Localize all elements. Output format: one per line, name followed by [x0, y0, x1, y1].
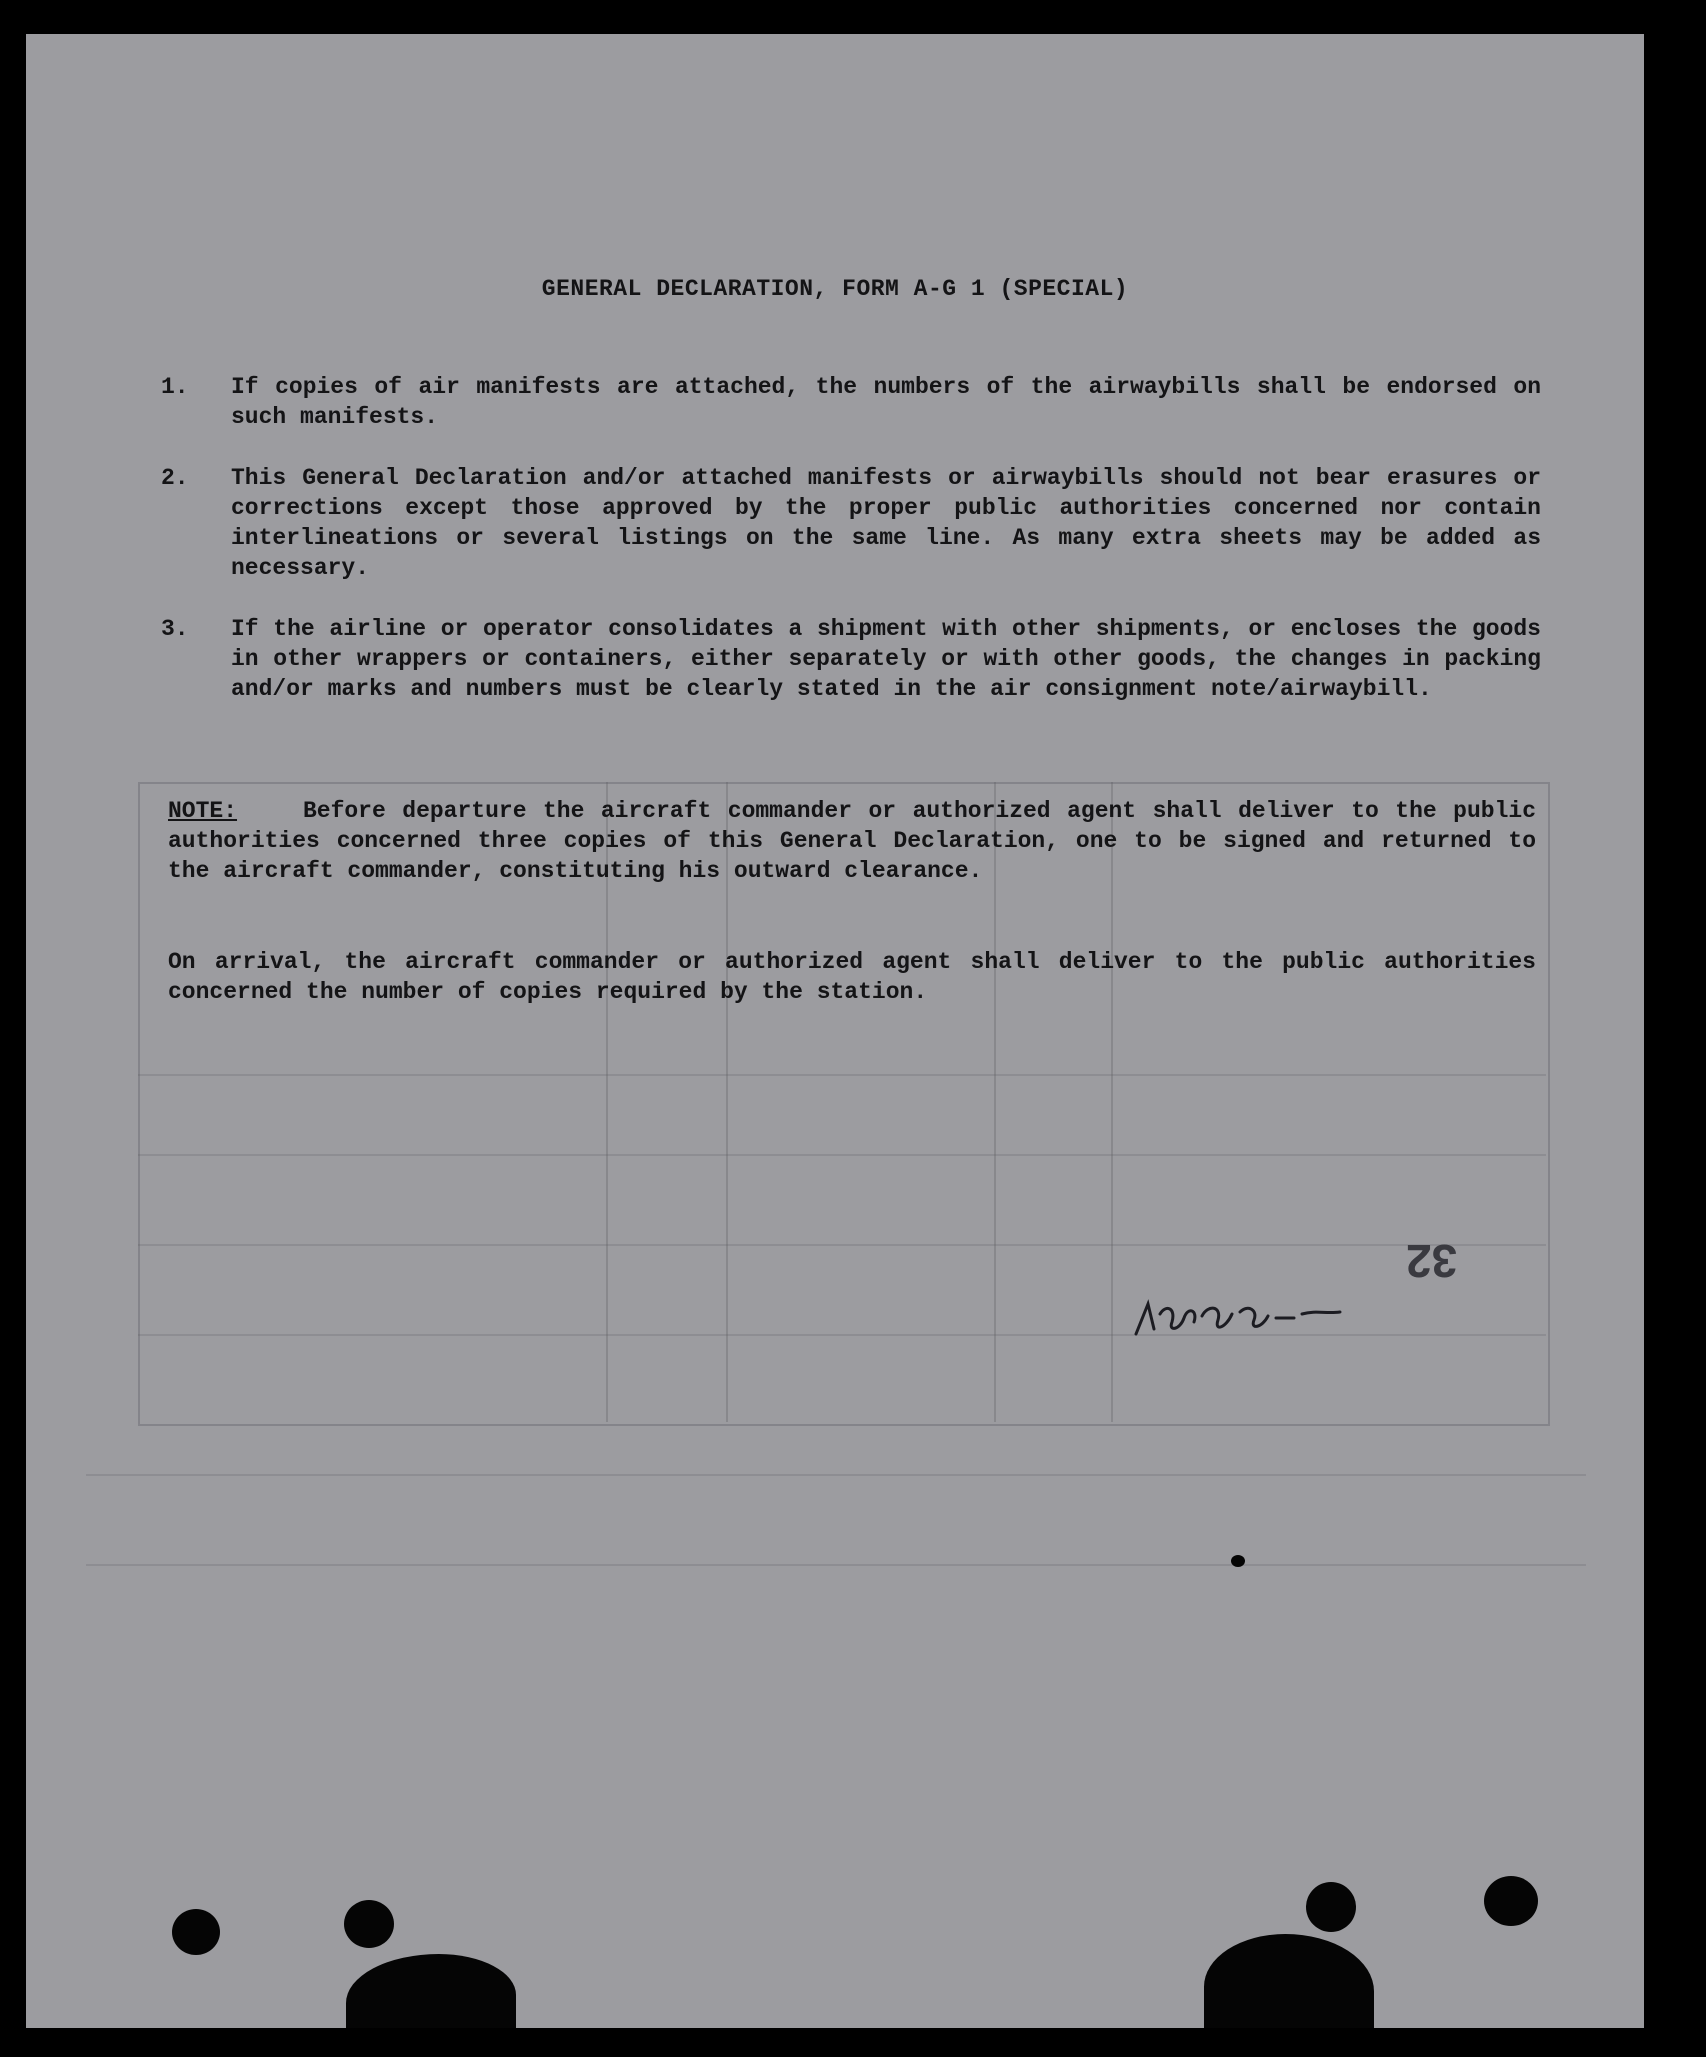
list-item [161, 614, 1541, 704]
list-item-number: 3. [161, 616, 189, 642]
punch-hole [1484, 1876, 1538, 1926]
handwritten-signature [1126, 1274, 1366, 1354]
list-item-text: If the airline or operator consolidates a shipment with other shipments, or encloses the goods in other wrappers or containers, either separately or with other goods, the changes in packing and/or marks and numbers must be clearly stated in the air consignment note/airwaybill. [231, 616, 1541, 702]
list-item-text: If copies of air manifests are attached, the numbers of the airwaybills shall be endorsed on such manifests. [231, 374, 1541, 430]
list-item [161, 463, 1541, 583]
declaration-text [26, 34, 1644, 2028]
arrival-paragraph: On arrival, the aircraft commander or authorized agent shall deliver to the public authorities concerned the number of copies required by the station. [168, 949, 1536, 1005]
document-title: GENERAL DECLARATION, FORM A-G 1 (SPECIAL) [541, 276, 1129, 302]
document-page [26, 34, 1644, 2028]
stamp-number: 32 [1406, 1235, 1458, 1287]
list-item-number: 2. [161, 465, 189, 491]
list-item-text: This General Declaration and/or attached manifests or airwaybills should not bear erasures or corrections except those approved by the proper public authorities concerned nor contain interlineations or several listings on the same line. As many extra sheets may be added as necessary. [231, 465, 1541, 581]
note-text: Before departure the aircraft commander or authorized agent shall deliver to the public authorities concerned three copies of this General Declaration, one to be signed and returned to the aircraft commander, constituting his outward clearance. [168, 798, 1536, 884]
list-item [161, 372, 1541, 432]
punch-hole [344, 1900, 394, 1948]
punch-hole [1306, 1882, 1356, 1932]
ink-speck [1231, 1555, 1245, 1567]
list-item-number: 1. [161, 374, 189, 400]
punch-hole [172, 1909, 220, 1955]
note-label: NOTE: [168, 798, 238, 824]
note-paragraph [168, 796, 1536, 886]
